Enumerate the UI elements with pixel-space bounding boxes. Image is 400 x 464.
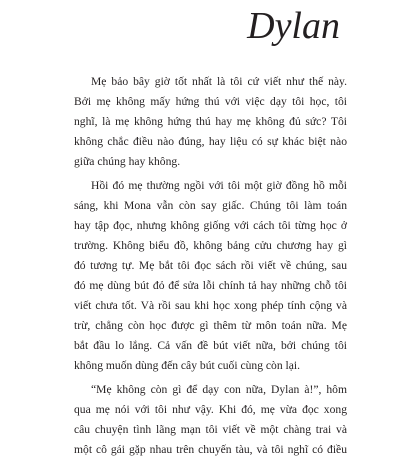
text-line: nghĩ, là mẹ không hứng thú hay mẹ không đủ sức? Tôi: [74, 115, 347, 128]
text-line: đó mẹ dùng bút đỏ để sửa lỗi chính tả hay những chỗ tôi: [74, 279, 347, 292]
text-line: một cô gái gặp nhau trên chuyến tàu, và tôi nghĩ có điều: [74, 443, 347, 456]
text-line: Bởi mẹ không mấy hứng thú với việc dạy tôi học, tôi: [74, 95, 347, 108]
text-line: trừ, chẳng còn học được gì thêm từ môn toán nữa. Mẹ: [74, 319, 347, 332]
text-line: trường. Không biểu đồ, không bảng cửu chương hay gì: [74, 239, 347, 252]
text-line: Mẹ bảo bây giờ tốt nhất là tôi cứ viết như thế này.: [91, 75, 347, 88]
text-line: câu chuyện tình lãng mạn tôi viết về một chàng trai và: [74, 423, 347, 436]
text-line: viết chưa tốt. Và rồi sau khi học xong phép tính cộng và: [74, 299, 347, 312]
text-line: qua mẹ nói với tôi như vậy. Khi đó, mẹ vừa đọc xong: [74, 403, 347, 416]
chapter-title: Dylan: [247, 5, 340, 47]
text-line: đó tương tự. Mẹ bắt tôi đọc sách rồi viết về chúng, sau: [74, 259, 347, 272]
body-text: [57, 72, 347, 464]
paragraph-3: [57, 380, 347, 460]
text-line: Hồi đó mẹ thường ngồi với tôi một giờ đồng hồ mỗi: [91, 179, 347, 192]
paragraph-1: [57, 72, 347, 172]
text-line: giữa chúng hay không.: [74, 155, 181, 168]
text-line: bắt đầu lo lắng. Cả vấn đề bút viết nữa, bởi chúng tôi: [74, 339, 347, 352]
text-line: “Mẹ không còn gì để dạy con nữa, Dylan à!”, hôm: [91, 383, 347, 396]
text-line: hay tập đọc, nhưng không giống với cách tôi từng học ở: [74, 219, 347, 232]
paragraph-2: [57, 176, 347, 376]
text-line: không chắc điều nào đúng, hay liệu có sự khác biệt nào: [74, 135, 347, 148]
text-line: sáng, khi Mona vẫn còn say giấc. Chúng tôi làm toán: [74, 199, 347, 212]
text-line: không muốn dùng đến cây bút cuối cùng còn lại.: [74, 359, 301, 372]
